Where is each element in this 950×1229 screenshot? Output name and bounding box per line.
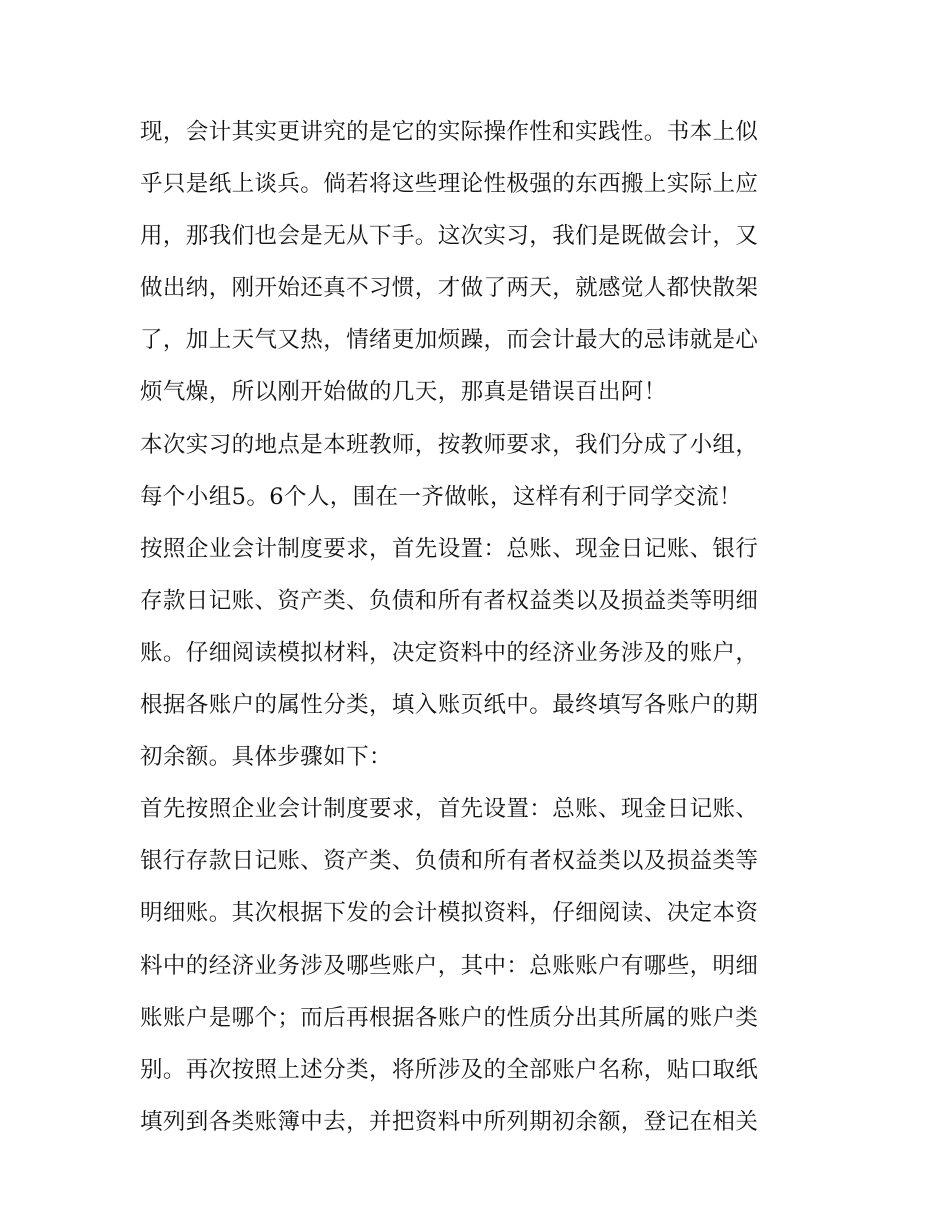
text-line: 存款日记账、资产类、负债和所有者权益类以及损益类等明细	[140, 587, 759, 614]
text-line: 填列到各类账簿中去，并把资料中所列期初余额，登记在相关	[140, 1108, 759, 1135]
text-line: 银行存款日记账、资产类、负债和所有者权益类以及损益类等	[140, 848, 759, 875]
text-line: 用，那我们也会是无从下手。这次实习，我们是既做会计，又	[140, 223, 759, 250]
text-line: 现，会计其实更讲究的是它的实际操作性和实践性。书本上似	[140, 119, 759, 145]
text-line: 根据各账户的属性分类，填入账页纸中。最终填写各账户的期	[140, 692, 759, 719]
text-line: 本次实习的地点是本班教师，按教师要求，我们分成了小组，	[140, 431, 759, 458]
text-line: 账账户是哪个；而后再根据各账户的性质分出其所属的账户类	[140, 1004, 759, 1031]
text-line: 初余额。具体步骤如下：	[140, 744, 392, 771]
text-line: 账。仔细阅读模拟材料，决定资料中的经济业务涉及的账户，	[140, 639, 759, 666]
text-line: 按照企业会计制度要求，首先设置：总账、现金日记账、银行	[140, 535, 759, 562]
text-line: 做出纳，刚开始还真不习惯，才做了两天，就感觉人都快散架	[140, 275, 759, 302]
text-line: 乎只是纸上谈兵。倘若将这些理论性极强的东西搬上实际上应	[140, 171, 759, 198]
document-page	[140, 106, 820, 1148]
text-line: 别。再次按照上述分类，将所涉及的全部账户名称，贴口取纸	[140, 1056, 759, 1083]
text-line: 了，加上天气又热，情绪更加烦躁，而会计最大的忌讳就是心	[140, 327, 759, 354]
text-line: 首先按照企业会计制度要求，首先设置：总账、现金日记账、	[140, 796, 759, 823]
text-line: 明细账。其次根据下发的会计模拟资料，仔细阅读、决定本资	[140, 900, 759, 927]
text-line: 每个小组5。6个人，围在一齐做帐，这样有利于同学交流！	[140, 483, 742, 510]
text-line: 烦气燥，所以刚开始做的几天，那真是错误百出阿！	[140, 379, 667, 406]
text-line: 料中的经济业务涉及哪些账户，其中：总账账户有哪些，明细	[140, 952, 759, 979]
